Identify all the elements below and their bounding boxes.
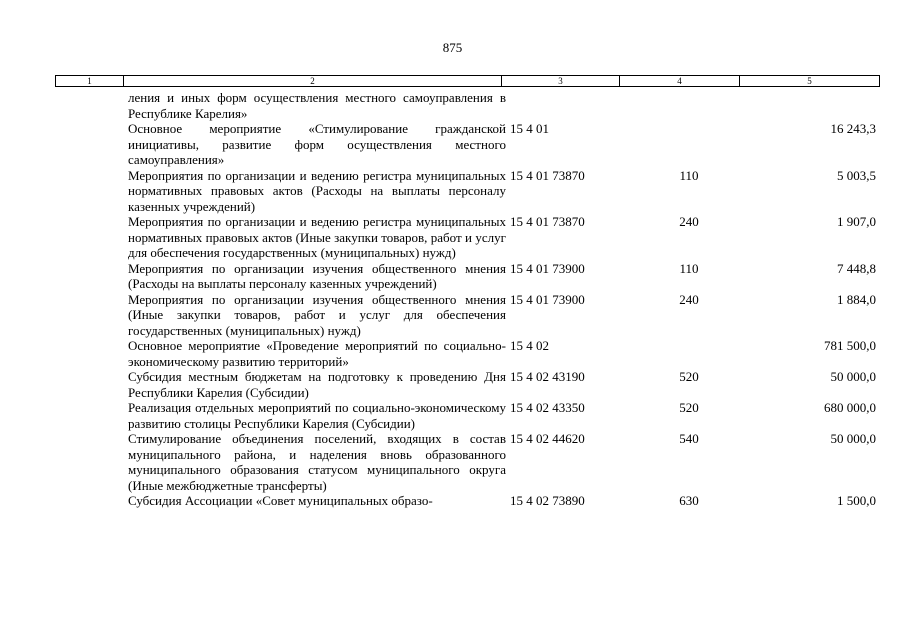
row-name: Основное мероприятие «Стимулирование гражданской инициативы, развитие форм осуществления местного самоуправления» bbox=[128, 121, 506, 167]
row-expense-type: 110 bbox=[679, 167, 699, 183]
row-name: Мероприятия по организации и ведению регистра муниципальных нормативных правовых актов (Иные закупки товаров, работ и услуг для обеспечения государственных (муниципальных) нужд) bbox=[128, 214, 506, 260]
row-code: 15 4 02 43350 bbox=[509, 400, 585, 415]
row-amount: 680 000,0 bbox=[824, 400, 876, 415]
row-expense-type bbox=[635, 121, 742, 168]
row-amount bbox=[743, 90, 880, 121]
table-row bbox=[128, 214, 880, 261]
row-expense-type: 630 bbox=[679, 493, 699, 508]
row-name: Мероприятия по организации изучения общественного мнения (Иные закупки товаров, работ и услуг для обеспечения государственных (муниципальных) нужд) bbox=[128, 291, 506, 338]
row-code: 15 4 02 43190 bbox=[509, 369, 585, 384]
table-header bbox=[55, 75, 880, 87]
row-name: Мероприятия по организации и ведению регистра муниципальных нормативных правовых актов (Расходы на выплаты персоналу казенных учреждений) bbox=[128, 167, 506, 214]
table-row bbox=[128, 338, 880, 369]
row-code: 15 4 01 bbox=[509, 121, 549, 136]
row-expense-type bbox=[635, 338, 742, 369]
column-header-2: 2 bbox=[124, 76, 502, 86]
row-code: 15 4 01 73900 bbox=[509, 291, 585, 307]
table-row bbox=[128, 261, 880, 292]
column-header-1: 1 bbox=[56, 76, 124, 86]
row-amount: 50 000,0 bbox=[830, 369, 876, 384]
row-expense-type: 520 bbox=[679, 400, 699, 415]
row-name: ления и иных форм осуществления местного самоуправления в Республике Карелия» bbox=[128, 90, 506, 121]
table-row bbox=[128, 493, 880, 509]
row-code: 15 4 01 73900 bbox=[509, 260, 585, 276]
row-code bbox=[510, 90, 635, 121]
row-code: 15 4 02 bbox=[509, 338, 549, 353]
row-expense-type: 520 bbox=[679, 369, 699, 384]
table-row bbox=[128, 431, 880, 493]
budget-table-body bbox=[128, 90, 880, 509]
table-row bbox=[128, 292, 880, 339]
row-name: Стимулирование объединения поселений, входящих в состав муниципального района, и наделения вновь образованного муниципального образования статусом муниципального округа (Иные межбюджетные трансферты) bbox=[128, 431, 506, 493]
page-number: 875 bbox=[442, 40, 463, 55]
row-code: 15 4 01 73870 bbox=[509, 167, 585, 183]
row-expense-type bbox=[635, 90, 742, 121]
column-header-3: 3 bbox=[502, 76, 620, 86]
table-row bbox=[128, 400, 880, 431]
row-amount: 50 000,0 bbox=[830, 431, 876, 446]
row-expense-type: 240 bbox=[679, 214, 699, 229]
row-code: 15 4 02 73890 bbox=[509, 493, 585, 508]
table-row bbox=[128, 90, 880, 121]
row-expense-type: 240 bbox=[679, 291, 699, 307]
table-row bbox=[128, 369, 880, 400]
row-name: Основное мероприятие «Проведение мероприятий по социально-экономическому развитию территорий» bbox=[128, 338, 506, 369]
row-name: Реализация отдельных мероприятий по социально-экономическому развитию столицы Республики Карелия (Субсидии) bbox=[128, 400, 506, 431]
row-expense-type: 540 bbox=[679, 431, 699, 446]
table-row bbox=[128, 121, 880, 168]
row-amount: 1 884,0 bbox=[837, 291, 876, 307]
table-row bbox=[128, 168, 880, 215]
row-expense-type: 110 bbox=[679, 260, 699, 276]
row-amount: 7 448,8 bbox=[837, 260, 876, 276]
row-amount: 1 500,0 bbox=[837, 493, 876, 508]
row-amount: 16 243,3 bbox=[830, 121, 876, 136]
row-code: 15 4 01 73870 bbox=[509, 214, 585, 229]
row-code: 15 4 02 44620 bbox=[509, 431, 585, 446]
row-name: Мероприятия по организации изучения общественного мнения (Расходы на выплаты персоналу казенных учреждений) bbox=[128, 260, 506, 291]
row-name: Субсидия местным бюджетам на подготовку к проведению Дня Республики Карелия (Субсидии) bbox=[128, 369, 506, 400]
row-amount: 5 003,5 bbox=[837, 167, 876, 183]
column-header-4: 4 bbox=[620, 76, 740, 86]
column-header-5: 5 bbox=[807, 76, 812, 86]
row-name: Субсидия Ассоциации «Совет муниципальных образо- bbox=[128, 493, 433, 508]
row-amount: 1 907,0 bbox=[837, 214, 876, 229]
row-amount: 781 500,0 bbox=[824, 338, 876, 353]
